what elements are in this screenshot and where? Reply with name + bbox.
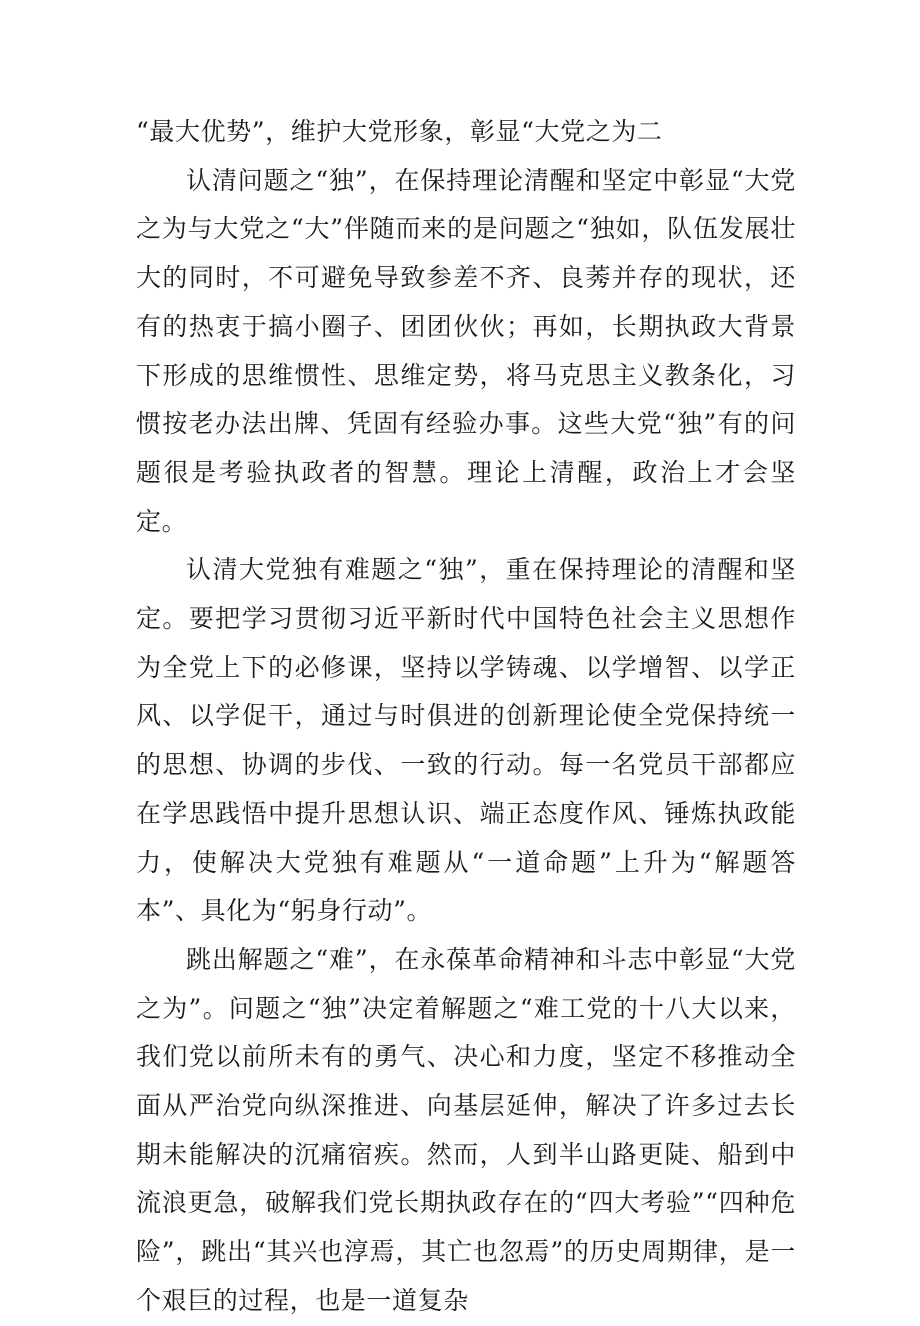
paragraph-4: 跳出解题之“难”，在永葆革命精神和斗志中彰显“大党之为”。问题之“独”决定着解题之“难工党的十八大以来，我们党以前所未有的勇气、决心和力度，坚定不移推动全面从严治党向纵深推进、向基层延伸，解决了许多过去长期未能解决的沉痛宿疾。然而，人到半山路更陡、船到中流浪更急，破解我们党长期执政存在的“四大考验”“四种危险”，跳出“其兴也淳焉，其亡也忽焉”的历史周期律，是一个艰巨的过程，也是一道复杂 [136,944,796,1315]
paragraph-1: “最大优势”，维护大党形象，彰显“大党之为二 [136,117,663,146]
paragraph-2: 认清问题之“独”，在保持理论清醒和坚定中彰显“大党之为与大党之“大”伴随而来的是问题之“独如，队伍发展壮大的同时，不可避免导致参差不齐、良莠并存的现状，还有的热衷于搞小圈子、团团伙伙；再如，长期执政大背景下形成的思维惯性、思维定势，将马克思主义教条化，习惯按老办法出牌、凭固有经验办事。这些大党“独”有的问题很是考验执政者的智慧。理论上清醒，政治上才会坚定。 [136,165,796,536]
paragraph-3: 认清大党独有难题之“独”，重在保持理论的清醒和坚定。要把学习贯彻习近平新时代中国特色社会主义思想作为全党上下的必修课，坚持以学铸魂、以学增智、以学正风、以学促干，通过与时俱进的创新理论使全党保持统一的思想、协调的步伐、一致的行动。每一名党员干部都应在学思践悟中提升思想认识、端正态度作风、锤炼执政能力，使解决大党独有难题从“一道命题”上升为“解题答本”、具化为“躬身行动”。 [136,555,796,926]
document-body [136,108,796,1326]
